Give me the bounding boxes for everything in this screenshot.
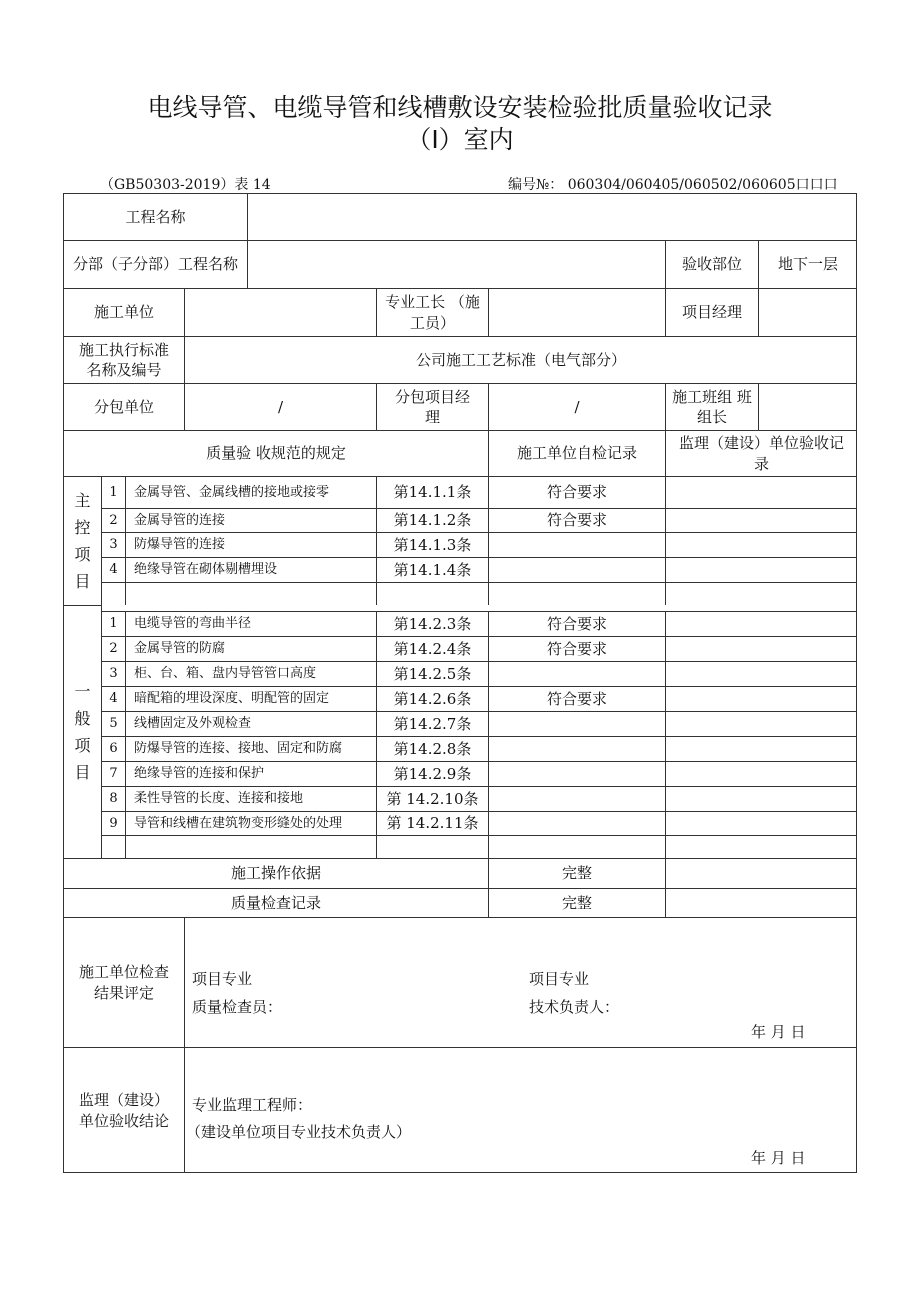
item-self-check[interactable]: 符合要求 [488, 508, 665, 532]
subproject-name-label: 分部（子分部）工程名称 [63, 240, 247, 288]
supervisor-column-header: 监理（建设）单位验收记录 [665, 430, 857, 476]
item-description: 线槽固定及外观检查 [125, 711, 376, 736]
blank-cell [101, 582, 125, 605]
item-description: 防爆导管的连接、接地、固定和防腐 [125, 736, 376, 761]
item-clause: 第14.2.9条 [376, 761, 488, 786]
item-supervisor-record[interactable] [665, 532, 857, 557]
form-number: 编号№： 060304/060405/060502/060605口口口 [508, 177, 838, 193]
item-clause: 第14.2.4条 [376, 636, 488, 661]
item-supervisor-record[interactable] [665, 761, 857, 786]
item-supervisor-record[interactable] [665, 736, 857, 761]
operation-basis-supervisor[interactable] [665, 858, 857, 888]
standard-label: 施工执行标准名称及编号 [63, 336, 184, 383]
supervisor-eval-date: 年 月 日 [751, 1149, 806, 1167]
item-self-check[interactable] [488, 811, 665, 835]
tech-lead-line1: 项目专业 [529, 970, 590, 988]
construction-eval-label: 施工单位检查结果评定 [63, 917, 184, 1047]
project-manager-label: 项目经理 [665, 288, 758, 336]
blank-cell [125, 835, 376, 858]
main-items-group-label [63, 476, 101, 605]
construction-unit-label: 施工单位 [63, 288, 184, 336]
standard-reference: （GB50303-2019）表 14 [100, 177, 271, 193]
item-supervisor-record[interactable] [665, 686, 857, 711]
item-self-check[interactable] [488, 761, 665, 786]
blank-cell[interactable] [488, 582, 665, 605]
sub-project-manager-value[interactable]: / [488, 383, 665, 430]
item-description: 导管和线槽在建筑物变形缝处的处理 [125, 811, 376, 835]
item-supervisor-record[interactable] [665, 661, 857, 686]
item-supervisor-record[interactable] [665, 811, 857, 835]
item-clause: 第14.1.1条 [376, 476, 488, 508]
project-manager-value[interactable] [758, 288, 857, 336]
item-description: 柔性导管的长度、连接和接地 [125, 786, 376, 811]
item-number: 2 [101, 636, 125, 661]
item-supervisor-record[interactable] [665, 636, 857, 661]
item-clause: 第14.2.7条 [376, 711, 488, 736]
general-items-group-label [63, 605, 101, 858]
item-self-check[interactable]: 符合要求 [488, 476, 665, 508]
inspector-line1: 项目专业 [192, 970, 253, 988]
main-items-char: 目 [74, 572, 91, 591]
item-supervisor-record[interactable] [665, 786, 857, 811]
item-description: 防爆导管的连接 [125, 532, 376, 557]
item-number: 8 [101, 786, 125, 811]
item-number: 3 [101, 661, 125, 686]
item-number: 7 [101, 761, 125, 786]
spec-column-header: 质量验 收规范的规定 [63, 430, 488, 476]
item-supervisor-record[interactable] [665, 557, 857, 582]
team-leader-label: 施工班组 班组长 [665, 383, 758, 430]
general-items-char: 一 [74, 682, 91, 701]
item-self-check[interactable] [488, 736, 665, 761]
item-number: 9 [101, 811, 125, 835]
item-clause: 第14.2.6条 [376, 686, 488, 711]
acceptance-part-value[interactable]: 地下一层 [758, 240, 857, 288]
item-clause: 第14.2.8条 [376, 736, 488, 761]
table-border-bottom [63, 1172, 857, 1173]
standard-value[interactable]: 公司施工工艺标准（电气部分） [184, 336, 857, 383]
item-number: 5 [101, 711, 125, 736]
operation-basis-label: 施工操作依据 [63, 858, 488, 888]
blank-cell[interactable] [665, 582, 857, 605]
form-subtitle: （I）室内 [406, 125, 514, 154]
item-description: 电缆导管的弯曲半径 [125, 611, 376, 636]
subcontractor-value[interactable]: / [184, 383, 376, 430]
form-title: 电线导管、电缆导管和线槽敷设安装检验批质量验收记录 [147, 93, 773, 122]
item-clause: 第 14.2.11条 [376, 811, 488, 835]
item-description: 暗配箱的埋设深度、明配管的固定 [125, 686, 376, 711]
item-self-check[interactable] [488, 786, 665, 811]
item-supervisor-record[interactable] [665, 508, 857, 532]
item-number: 2 [101, 508, 125, 532]
item-description: 金属导管的防腐 [125, 636, 376, 661]
item-self-check[interactable]: 符合要求 [488, 686, 665, 711]
item-number: 6 [101, 736, 125, 761]
item-supervisor-record[interactable] [665, 476, 857, 508]
blank-cell[interactable] [665, 835, 857, 858]
item-self-check[interactable] [488, 711, 665, 736]
subproject-name-value[interactable] [247, 240, 665, 288]
item-description: 金属导管、金属线槽的接地或接零 [125, 476, 376, 508]
blank-cell [376, 835, 488, 858]
item-self-check[interactable]: 符合要求 [488, 636, 665, 661]
foreman-value[interactable] [488, 288, 665, 336]
blank-cell [125, 582, 376, 605]
item-clause: 第14.1.2条 [376, 508, 488, 532]
item-number: 1 [101, 476, 125, 508]
main-items-char: 控 [74, 518, 91, 537]
item-description: 金属导管的连接 [125, 508, 376, 532]
item-clause: 第14.2.5条 [376, 661, 488, 686]
quality-record-value[interactable]: 完整 [488, 888, 665, 917]
supervisor-eval-label: 监理（建设）单位验收结论 [63, 1047, 184, 1173]
quality-record-label: 质量检查记录 [63, 888, 488, 917]
operation-basis-value[interactable]: 完整 [488, 858, 665, 888]
acceptance-part-label: 验收部位 [665, 240, 758, 288]
construction-eval-date: 年 月 日 [751, 1023, 806, 1041]
item-clause: 第 14.2.10条 [376, 786, 488, 811]
construction-unit-value[interactable] [184, 288, 376, 336]
self-check-column-header: 施工单位自检记录 [488, 430, 665, 476]
item-self-check[interactable] [488, 532, 665, 557]
item-number: 4 [101, 557, 125, 582]
subcontractor-label: 分包单位 [63, 383, 184, 430]
item-self-check[interactable]: 符合要求 [488, 611, 665, 636]
blank-cell [101, 835, 125, 858]
general-items-char: 项 [74, 736, 91, 755]
main-items-char: 主 [74, 491, 91, 510]
project-name-value[interactable] [247, 193, 857, 240]
item-description: 绝缘导管在砌体剔槽埋设 [125, 557, 376, 582]
item-number: 3 [101, 532, 125, 557]
team-leader-value[interactable] [758, 383, 857, 430]
item-supervisor-record[interactable] [665, 611, 857, 636]
item-description: 柜、台、箱、盘内导管管口高度 [125, 661, 376, 686]
owner-tech-lead: （建设单位项目专业技术负责人） [186, 1123, 412, 1141]
item-clause: 第14.1.3条 [376, 532, 488, 557]
item-clause: 第14.2.3条 [376, 611, 488, 636]
item-self-check[interactable] [488, 661, 665, 686]
item-number: 4 [101, 686, 125, 711]
item-self-check[interactable] [488, 557, 665, 582]
quality-record-supervisor[interactable] [665, 888, 857, 917]
item-description: 绝缘导管的连接和保护 [125, 761, 376, 786]
general-items-char: 般 [74, 709, 91, 728]
blank-cell[interactable] [488, 835, 665, 858]
item-clause: 第14.1.4条 [376, 557, 488, 582]
supervising-engineer: 专业监理工程师： [192, 1096, 313, 1114]
tech-lead-line2: 技术负责人： [529, 998, 620, 1016]
main-items-char: 项 [74, 545, 91, 564]
project-name-label: 工程名称 [63, 193, 247, 240]
sub-project-manager-label: 分包项目经 理 [376, 383, 488, 430]
item-supervisor-record[interactable] [665, 711, 857, 736]
general-items-char: 目 [74, 763, 91, 782]
item-number: 1 [101, 611, 125, 636]
inspector-line2: 质量检查员： [192, 998, 283, 1016]
foreman-label: 专业工长 （施工员） [376, 288, 488, 336]
blank-cell [376, 582, 488, 605]
table-border-right [856, 193, 857, 1173]
